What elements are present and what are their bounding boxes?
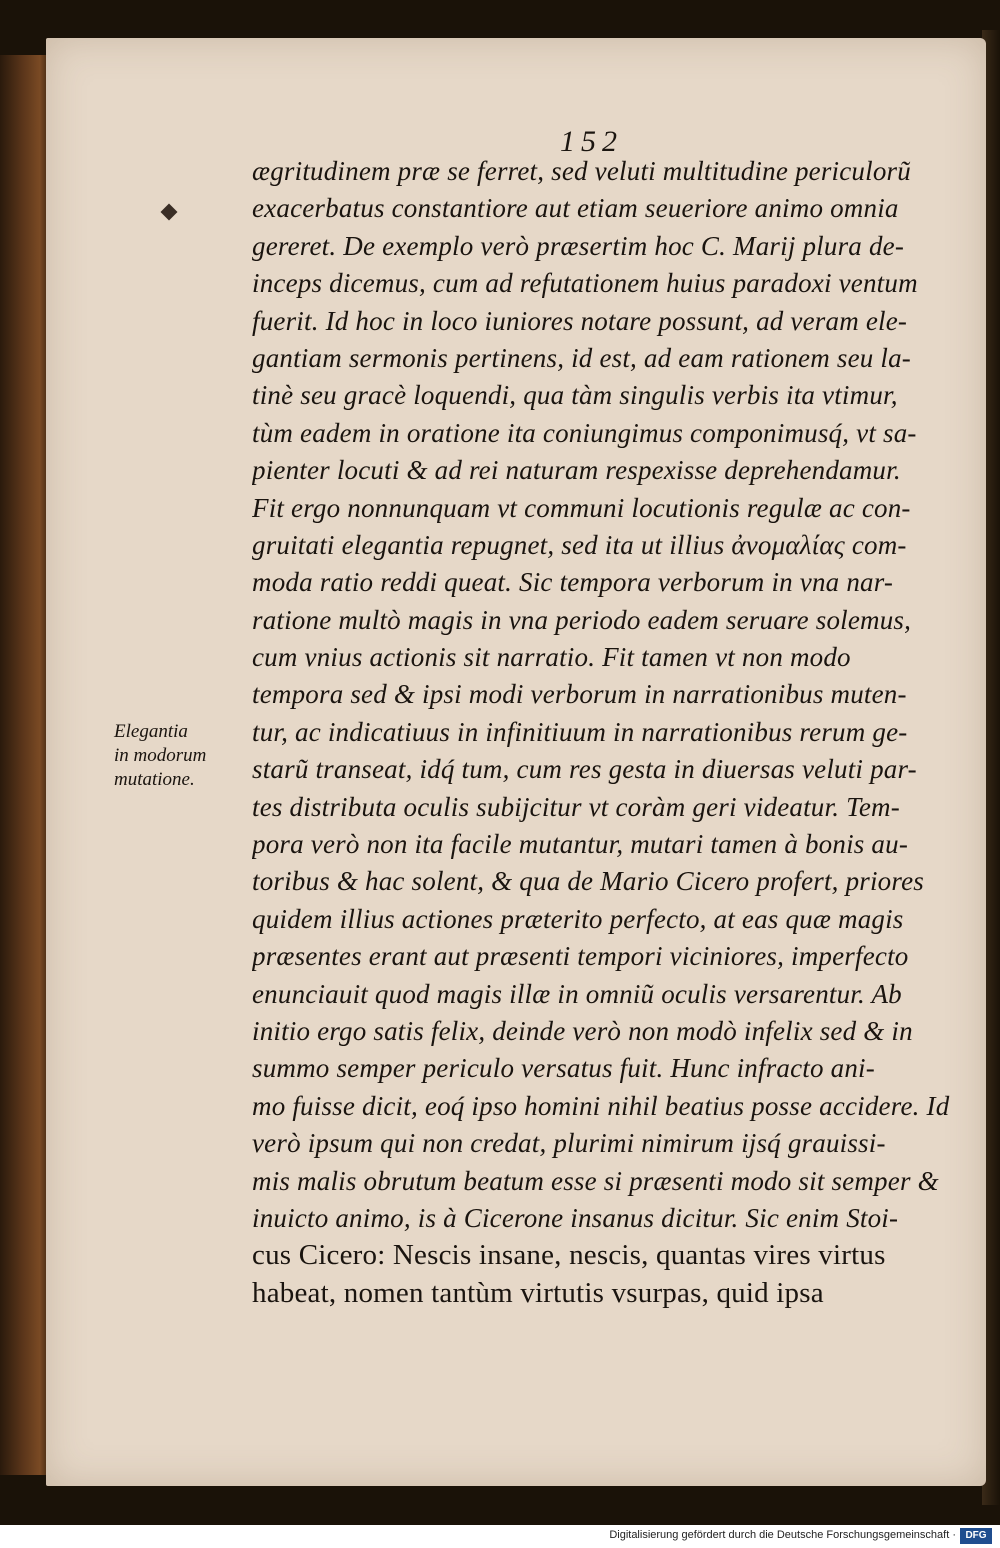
text-line: pienter locuti & ad rei naturam respexisse deprehendamur. bbox=[252, 455, 901, 486]
dfg-logo: DFG bbox=[960, 1528, 992, 1544]
text-line: exacerbatus constantiore aut etiam seueriore animo omnia bbox=[252, 193, 899, 224]
margin-note-line: Elegantia bbox=[114, 721, 188, 742]
text-line: starũ transeat, idq́ tum, cum res gesta in diuersas veluti par- bbox=[252, 754, 917, 785]
text-line: tinè seu gracè loquendi, qua tàm singulis verbis ita vtimur, bbox=[252, 380, 898, 411]
text-line: ratione multò magis in vna periodo eadem seruare solemus, bbox=[252, 604, 912, 635]
margin-note-line: mutatione. bbox=[114, 769, 195, 790]
text-line: inuicto animo, is à Cicerone insanus dicitur. Sic enim Stoi- bbox=[252, 1202, 899, 1233]
footer-credit: Digitalisierung gefördert durch die Deutsche Forschungsgemeinschaft · bbox=[609, 1529, 956, 1541]
text-line: ægritudinem præ se ferret, sed veluti multitudine periculorũ bbox=[252, 156, 911, 186]
margin-note bbox=[114, 720, 244, 792]
page-number: 152 bbox=[560, 125, 623, 158]
text-line: summo semper periculo versatus fuit. Hunc infracto ani- bbox=[252, 1053, 875, 1084]
book-edge-left bbox=[0, 55, 50, 1475]
footer-bar bbox=[0, 1525, 1000, 1548]
text-line: initio ergo satis felix, deinde verò non modò infelix sed & in bbox=[252, 1015, 913, 1046]
text-line: tùm eadem in oratione ita coniungimus componimusq́, vt sa- bbox=[252, 417, 917, 448]
text-line: habeat, nomen tantùm virtutis vsurpas, quid ipsa bbox=[252, 1276, 824, 1309]
text-line: cum vnius actionis sit narratio. Fit tamen vt non modo bbox=[252, 642, 851, 673]
text-line: pora verò non ita facile mutantur, mutari tamen à bonis au- bbox=[252, 829, 909, 860]
text-line: præsentes erant aut præsenti tempori viciniores, imperfecto bbox=[252, 941, 909, 972]
text-line: moda ratio reddi queat. Sic tempora verborum in vna nar- bbox=[252, 567, 894, 598]
text-line: gruitati elegantia repugnet, sed ita ut illius ἀνομαλίας com- bbox=[252, 529, 907, 560]
text-line: quidem illius actiones præterito perfecto, at eas quæ magis bbox=[252, 903, 904, 934]
text-line: gantiam sermonis pertinens, id est, ad eam rationem seu la- bbox=[252, 342, 911, 373]
text-line: cus Cicero: Nescis insane, nescis, quantas vires virtus bbox=[252, 1239, 886, 1272]
text-line: mo fuisse dicit, eoq́ ipso homini nihil beatius posse accidere. Id bbox=[252, 1090, 950, 1121]
text-line: gereret. De exemplo verò præsertim hoc C. Marij plura de- bbox=[252, 230, 905, 261]
text-line: mis malis obrutum beatum esse si præsenti modo sit semper & bbox=[252, 1165, 939, 1196]
text-line: enunciauit quod magis illæ in omniũ oculis versarentur. Ab bbox=[252, 978, 902, 1009]
text-line: toribus & hac solent, & qua de Mario Cicero profert, priores bbox=[252, 866, 924, 897]
text-line: inceps dicemus, cum ad refutationem huius paradoxi ventum bbox=[252, 268, 918, 299]
margin-note-line: in modorum bbox=[114, 745, 207, 766]
text-line: verò ipsum qui non credat, plurimi nimirum ijsq́ grauissi- bbox=[252, 1128, 886, 1159]
main-text-block bbox=[252, 153, 964, 1312]
text-line: fuerit. Id hoc in loco iuniores notare possunt, ad veram ele- bbox=[252, 305, 908, 336]
text-line: tur, ac indicatiuus in infinitiuum in narrationibus rerum ge- bbox=[252, 716, 908, 747]
text-line: tes distributa oculis subijcitur vt coràm geri videatur. Tem- bbox=[252, 791, 900, 822]
text-line: Fit ergo nonnunquam vt communi locutionis regulæ ac con- bbox=[252, 492, 911, 523]
text-line: tempora sed & ipsi modi verborum in narrationibus muten- bbox=[252, 679, 907, 710]
